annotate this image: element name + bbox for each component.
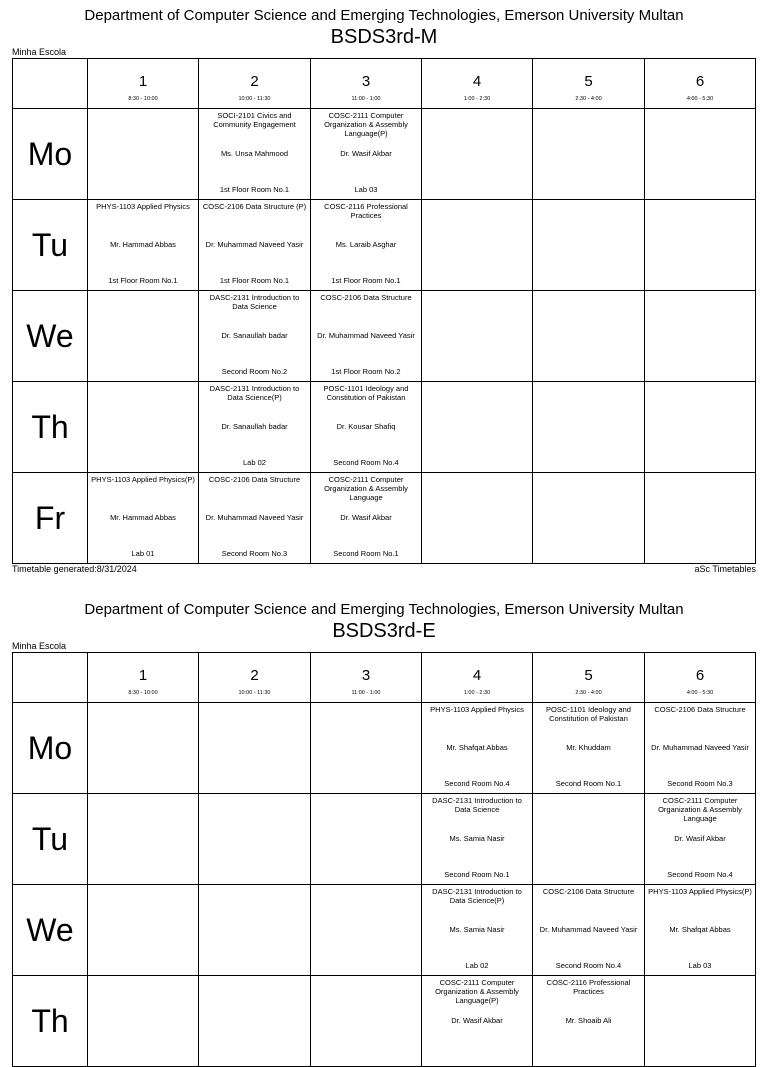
course-name: COSC-2106 Data Structure bbox=[320, 293, 412, 302]
lesson-content bbox=[311, 976, 421, 1066]
period-number: 1 bbox=[138, 667, 148, 684]
lesson-cell bbox=[533, 291, 645, 382]
lesson-content bbox=[533, 200, 644, 290]
timetable-bsds3rd-m bbox=[0, 7, 768, 577]
lesson-content bbox=[199, 885, 310, 975]
course-name: DASC-2131 Introduction to Data Science bbox=[432, 796, 522, 814]
teacher-name: Mr. Shafqat Abbas bbox=[446, 743, 508, 752]
lesson-cell bbox=[311, 703, 422, 794]
lesson-cell bbox=[645, 473, 756, 564]
teacher-name: Dr. Wasif Akbar bbox=[340, 513, 392, 522]
teacher-name: Dr. Muhammad Naveed Yasir bbox=[205, 240, 304, 249]
corner-cell bbox=[13, 59, 88, 109]
day-row bbox=[13, 382, 756, 473]
lesson-cell bbox=[199, 382, 311, 473]
room-name: Lab 03 bbox=[354, 185, 378, 194]
lesson-cell bbox=[645, 703, 756, 794]
lesson-cell bbox=[422, 382, 533, 473]
teacher-name: Mr. Shafqat Abbas bbox=[669, 925, 731, 934]
room-name: Second Room No.3 bbox=[667, 779, 733, 788]
day-label: Mo bbox=[13, 109, 88, 200]
course-name: COSC-2116 Professional Practices bbox=[324, 202, 408, 220]
lesson-content bbox=[88, 109, 198, 199]
lesson-cell bbox=[311, 200, 422, 291]
teacher-name: Dr. Wasif Akbar bbox=[340, 149, 392, 158]
course-name: PHYS-1103 Applied Physics(P) bbox=[648, 887, 752, 896]
lesson-cell bbox=[199, 703, 311, 794]
day-label: Th bbox=[13, 976, 88, 1067]
teacher-name: Dr. Sanaullah badar bbox=[221, 422, 288, 431]
period-time: 8:30 - 10:00 bbox=[128, 690, 158, 696]
lesson-content bbox=[533, 976, 644, 1066]
teacher-name: Dr. Muhammad Naveed Yasir bbox=[651, 743, 749, 752]
lesson-content bbox=[422, 885, 532, 975]
lesson-content bbox=[311, 291, 421, 381]
room-name: Second Room No.1 bbox=[555, 779, 622, 788]
lesson-content bbox=[422, 703, 532, 793]
lesson-content bbox=[533, 382, 644, 472]
course-name: COSC-2116 Professional Practices bbox=[546, 978, 631, 996]
period-number: 5 bbox=[584, 73, 593, 90]
lesson-cell bbox=[533, 703, 645, 794]
lesson-cell bbox=[422, 473, 533, 564]
lesson-cell bbox=[533, 200, 645, 291]
lesson-content bbox=[645, 291, 755, 381]
lesson-content bbox=[88, 473, 198, 563]
period-number: 2 bbox=[250, 73, 259, 90]
lesson-content bbox=[199, 794, 310, 884]
course-name: SOCI-2101 Civics and Community Engagement bbox=[213, 111, 296, 129]
room-name: Second Room No.1 bbox=[333, 549, 399, 558]
day-row bbox=[13, 473, 756, 564]
brand-label: aSc Timetables bbox=[694, 564, 756, 574]
period-header bbox=[533, 59, 645, 109]
lesson-content bbox=[533, 703, 644, 793]
teacher-name: Mr. Hammad Abbas bbox=[110, 513, 176, 522]
lesson-content bbox=[645, 473, 755, 563]
lesson-content bbox=[645, 382, 755, 472]
period-time: 4:00 - 5:30 bbox=[686, 96, 714, 102]
lesson-cell bbox=[199, 473, 311, 564]
class-title: BSDS3rd-E bbox=[332, 620, 436, 642]
period-header bbox=[645, 653, 756, 703]
lesson-cell bbox=[88, 109, 199, 200]
period-number: 5 bbox=[584, 667, 593, 684]
generated-date: Timetable generated:8/31/2024 bbox=[12, 564, 137, 574]
lesson-content bbox=[199, 703, 310, 793]
lesson-content bbox=[311, 703, 421, 793]
lesson-cell bbox=[645, 200, 756, 291]
course-name: POSC-1101 Ideology and Constitution of Pakistan bbox=[323, 384, 409, 402]
lesson-content bbox=[645, 200, 755, 290]
room-name: Second Room No.4 bbox=[444, 779, 510, 788]
lesson-content bbox=[645, 885, 755, 975]
lesson-cell bbox=[311, 473, 422, 564]
lesson-cell bbox=[422, 200, 533, 291]
room-name: Second Room No.2 bbox=[221, 367, 288, 376]
room-name: 1st Floor Room No.1 bbox=[219, 276, 290, 285]
lesson-cell bbox=[88, 382, 199, 473]
period-header bbox=[311, 653, 422, 703]
lesson-cell bbox=[88, 703, 199, 794]
day-row bbox=[13, 200, 756, 291]
lesson-cell bbox=[199, 794, 311, 885]
lesson-cell bbox=[88, 200, 199, 291]
lesson-content bbox=[311, 382, 421, 472]
lesson-cell bbox=[311, 109, 422, 200]
period-header bbox=[645, 59, 756, 109]
course-name: POSC-1101 Ideology and Constitution of Pakistan bbox=[546, 705, 631, 723]
period-header bbox=[88, 653, 199, 703]
course-name: DASC-2131 Introduction to Data Science bbox=[209, 293, 300, 311]
lesson-content bbox=[422, 382, 532, 472]
lesson-cell bbox=[199, 200, 311, 291]
lesson-content bbox=[311, 885, 421, 975]
period-header bbox=[533, 653, 645, 703]
lesson-content bbox=[88, 703, 198, 793]
period-header bbox=[311, 59, 422, 109]
period-number: 4 bbox=[472, 667, 482, 684]
teacher-name: Mr. Hammad Abbas bbox=[110, 240, 176, 249]
lesson-content bbox=[88, 200, 198, 290]
room-name: 1st Floor Room No.1 bbox=[219, 185, 290, 194]
lesson-content bbox=[311, 200, 421, 290]
day-row bbox=[13, 976, 756, 1067]
lesson-cell bbox=[533, 885, 645, 976]
lesson-cell bbox=[199, 291, 311, 382]
course-name: DASC-2131 Introduction to Data Science(P) bbox=[209, 384, 300, 402]
lesson-cell bbox=[422, 703, 533, 794]
period-header bbox=[88, 59, 199, 109]
day-row bbox=[13, 109, 756, 200]
period-time: 1:00 - 2:30 bbox=[463, 96, 491, 102]
lesson-cell bbox=[199, 109, 311, 200]
period-number: 3 bbox=[361, 667, 371, 684]
teacher-name: Dr. Wasif Akbar bbox=[451, 1016, 503, 1025]
lesson-cell bbox=[88, 885, 199, 976]
course-name: COSC-2111 Computer Organization & Assembly Language bbox=[324, 475, 408, 502]
day-label: Tu bbox=[13, 794, 88, 885]
period-time: 11:00 - 1:00 bbox=[351, 96, 381, 102]
teacher-name: Ms. Samia Nasir bbox=[449, 925, 505, 934]
lesson-content bbox=[533, 291, 644, 381]
lesson-content bbox=[199, 976, 310, 1066]
timetable-grid bbox=[12, 58, 756, 564]
lesson-cell bbox=[88, 976, 199, 1067]
lesson-content bbox=[199, 200, 310, 290]
lesson-cell bbox=[422, 109, 533, 200]
lesson-cell bbox=[422, 794, 533, 885]
course-name: PHYS-1103 Applied Physics bbox=[96, 202, 190, 211]
corner-cell bbox=[13, 653, 88, 703]
lesson-content bbox=[422, 291, 532, 381]
lesson-cell bbox=[645, 109, 756, 200]
lesson-content bbox=[422, 976, 532, 1066]
lesson-content bbox=[199, 109, 310, 199]
lesson-cell bbox=[311, 885, 422, 976]
lesson-content bbox=[199, 291, 310, 381]
teacher-name: Dr. Kousar Shafiq bbox=[336, 422, 396, 431]
course-name: DASC-2131 Introduction to Data Science(P) bbox=[432, 887, 522, 905]
room-name: Lab 01 bbox=[131, 549, 155, 558]
lesson-cell bbox=[533, 794, 645, 885]
period-number: 6 bbox=[695, 667, 705, 684]
period-number: 4 bbox=[472, 73, 482, 90]
lesson-cell bbox=[311, 382, 422, 473]
lesson-content bbox=[645, 976, 755, 1066]
lesson-cell bbox=[533, 382, 645, 473]
lesson-cell bbox=[645, 976, 756, 1067]
period-header bbox=[422, 653, 533, 703]
teacher-name: Ms. Laraib Asghar bbox=[335, 240, 397, 249]
period-header-row bbox=[13, 653, 756, 703]
lesson-cell bbox=[311, 291, 422, 382]
lesson-cell bbox=[645, 794, 756, 885]
lesson-content bbox=[533, 794, 644, 884]
lesson-content bbox=[422, 794, 532, 884]
room-name: Second Room No.3 bbox=[221, 549, 288, 558]
period-header-row bbox=[13, 59, 756, 109]
lesson-content bbox=[88, 885, 198, 975]
course-name: COSC-2111 Computer Organization & Assembly Language(P) bbox=[324, 111, 408, 138]
lesson-cell bbox=[645, 382, 756, 473]
lesson-content bbox=[533, 885, 644, 975]
course-name: COSC-2111 Computer Organization & Assembly Language bbox=[658, 796, 742, 823]
department-title: Department of Computer Science and Emerging Technologies, Emerson University Multan bbox=[84, 7, 684, 24]
lesson-content bbox=[533, 109, 644, 199]
timetable-bsds3rd-e bbox=[0, 601, 768, 1039]
course-name: PHYS-1103 Applied Physics(P) bbox=[91, 475, 195, 484]
lesson-content bbox=[422, 200, 532, 290]
course-name: COSC-2106 Data Structure (P) bbox=[202, 202, 307, 211]
period-time: 1:00 - 2:30 bbox=[463, 690, 491, 696]
lesson-content bbox=[88, 382, 198, 472]
period-number: 6 bbox=[695, 73, 705, 90]
course-name: COSC-2111 Computer Organization & Assembly Language(P) bbox=[435, 978, 519, 1005]
period-number: 2 bbox=[250, 667, 259, 684]
lesson-cell bbox=[422, 291, 533, 382]
teacher-name: Ms. Samia Nasir bbox=[449, 834, 505, 843]
day-row bbox=[13, 885, 756, 976]
period-time: 10:00 - 11:30 bbox=[238, 96, 271, 102]
course-name: COSC-2106 Data Structure bbox=[654, 705, 746, 714]
day-row bbox=[13, 794, 756, 885]
lesson-cell bbox=[199, 976, 311, 1067]
period-header bbox=[422, 59, 533, 109]
day-row bbox=[13, 291, 756, 382]
teacher-name: Dr. Sanaullah badar bbox=[221, 331, 288, 340]
school-name: Minha Escola bbox=[12, 641, 67, 651]
lesson-cell bbox=[88, 794, 199, 885]
period-header bbox=[199, 653, 311, 703]
lesson-content bbox=[199, 473, 310, 563]
teacher-name: Mr. Shoaib Ali bbox=[565, 1016, 612, 1025]
lesson-content bbox=[88, 291, 198, 381]
day-label: Th bbox=[13, 382, 88, 473]
course-name: PHYS-1103 Applied Physics bbox=[430, 705, 524, 714]
room-name: 1st Floor Room No.1 bbox=[331, 276, 401, 285]
lesson-cell bbox=[422, 885, 533, 976]
teacher-name: Dr. Muhammad Naveed Yasir bbox=[317, 331, 415, 340]
lesson-content bbox=[645, 109, 755, 199]
room-name: Lab 02 bbox=[243, 458, 266, 467]
teacher-name: Dr. Wasif Akbar bbox=[674, 834, 726, 843]
lesson-cell bbox=[311, 794, 422, 885]
lesson-content bbox=[311, 794, 421, 884]
period-time: 8:30 - 10:00 bbox=[128, 96, 158, 102]
lesson-cell bbox=[422, 976, 533, 1067]
room-name: Lab 02 bbox=[465, 961, 489, 970]
lesson-cell bbox=[311, 976, 422, 1067]
lesson-content bbox=[199, 382, 310, 472]
day-label: Mo bbox=[13, 703, 88, 794]
school-name: Minha Escola bbox=[12, 47, 67, 57]
lesson-cell bbox=[88, 291, 199, 382]
lesson-cell bbox=[199, 885, 311, 976]
room-name: Second Room No.1 bbox=[444, 870, 510, 879]
lesson-cell bbox=[533, 109, 645, 200]
lesson-content bbox=[88, 976, 198, 1066]
room-name: 1st Floor Room No.1 bbox=[108, 276, 178, 285]
course-name: COSC-2106 Data Structure bbox=[542, 887, 635, 896]
period-time: 2:30 - 4:00 bbox=[575, 690, 602, 696]
room-name: Second Room No.4 bbox=[667, 870, 733, 879]
lesson-content bbox=[88, 794, 198, 884]
teacher-name: Dr. Muhammad Naveed Yasir bbox=[539, 925, 638, 934]
period-time: 10:00 - 11:30 bbox=[238, 690, 271, 696]
lesson-content bbox=[311, 473, 421, 563]
day-label: We bbox=[13, 885, 88, 976]
lesson-cell bbox=[645, 885, 756, 976]
course-name: COSC-2106 Data Structure bbox=[208, 475, 301, 484]
room-name: 1st Floor Room No.2 bbox=[331, 367, 401, 376]
teacher-name: Mr. Khuddam bbox=[566, 743, 611, 752]
lesson-cell bbox=[533, 976, 645, 1067]
day-label: We bbox=[13, 291, 88, 382]
lesson-content bbox=[311, 109, 421, 199]
lesson-content bbox=[533, 473, 644, 563]
lesson-content bbox=[645, 794, 755, 884]
lesson-cell bbox=[645, 291, 756, 382]
period-number: 1 bbox=[138, 73, 148, 90]
lesson-cell bbox=[533, 473, 645, 564]
timetable-grid bbox=[12, 652, 756, 1067]
department-title: Department of Computer Science and Emerging Technologies, Emerson University Multan bbox=[84, 601, 684, 618]
teacher-name: Ms. Unsa Mahmood bbox=[220, 149, 289, 158]
room-name: Second Room No.4 bbox=[555, 961, 622, 970]
day-row bbox=[13, 703, 756, 794]
period-time: 11:00 - 1:00 bbox=[351, 690, 381, 696]
period-time: 2:30 - 4:00 bbox=[575, 96, 602, 102]
room-name: Second Room No.4 bbox=[333, 458, 399, 467]
period-time: 4:00 - 5:30 bbox=[686, 690, 714, 696]
room-name: Lab 03 bbox=[688, 961, 712, 970]
lesson-content bbox=[645, 703, 755, 793]
lesson-cell bbox=[88, 473, 199, 564]
day-label: Tu bbox=[13, 200, 88, 291]
day-label: Fr bbox=[13, 473, 88, 564]
period-number: 3 bbox=[361, 73, 371, 90]
period-header bbox=[199, 59, 311, 109]
lesson-content bbox=[422, 109, 532, 199]
class-title: BSDS3rd-M bbox=[330, 26, 438, 48]
teacher-name: Dr. Muhammad Naveed Yasir bbox=[205, 513, 304, 522]
lesson-content bbox=[422, 473, 532, 563]
